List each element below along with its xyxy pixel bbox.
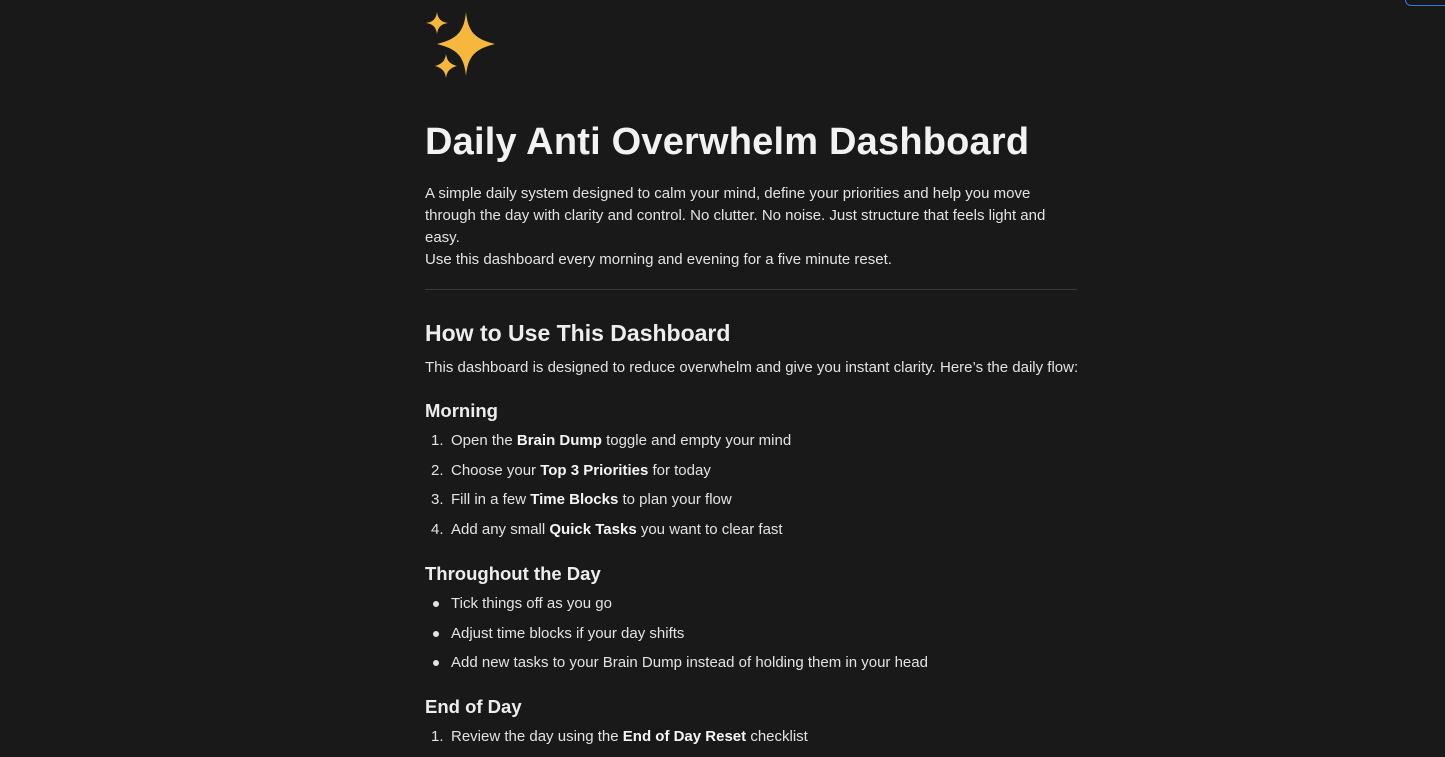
intro-paragraph: A simple daily system designed to calm your mind, define your priorities and help you move through the day with clarity and control. No clutter. No noise. Just structure that feels light and easy. (425, 185, 1046, 246)
item-bold: End of Day Reset (622, 728, 747, 745)
item-text: Add new tasks to your Brain Dump instead of holding them in your head (451, 654, 928, 671)
list-number: 1. (431, 728, 444, 745)
throughout-heading[interactable]: Throughout the Day (425, 563, 601, 584)
item-text: to plan your flow (618, 491, 732, 508)
list-item[interactable] (425, 430, 791, 460)
morning-heading[interactable]: Morning (425, 400, 498, 421)
list-number: 3. (431, 491, 444, 508)
item-text: you want to clear fast (636, 520, 783, 538)
list-number: 2. (431, 461, 444, 479)
throughout-list (425, 593, 928, 682)
list-item[interactable] (425, 593, 928, 623)
list-number: 4. (431, 520, 444, 538)
how-to-heading[interactable]: How to Use This Dashboard (425, 320, 731, 346)
morning-list (425, 430, 791, 548)
corner-tab[interactable] (1405, 0, 1445, 6)
item-bold: Top 3 Priorities (540, 461, 649, 479)
item-text: Review the day using the (451, 728, 623, 745)
bullet-icon (433, 631, 439, 637)
bullet-icon (433, 660, 439, 666)
how-to-lead[interactable]: This dashboard is designed to reduce overwhelm and give you instant clarity. Here’s the daily flow: (425, 359, 1079, 376)
item-bold: Quick Tasks (549, 520, 637, 538)
list-number: 1. (431, 432, 444, 449)
item-text: Add any small (451, 520, 550, 538)
list-item[interactable] (425, 489, 791, 519)
item-text: checklist (746, 728, 808, 745)
sparkles-icon[interactable] (425, 8, 499, 82)
intro-text[interactable] (425, 183, 1077, 271)
item-bold: Brain Dump (516, 432, 602, 449)
item-bold: Time Blocks (530, 491, 619, 508)
list-item[interactable] (425, 652, 928, 682)
end-of-day-heading[interactable]: End of Day (425, 696, 522, 717)
list-item[interactable] (425, 623, 928, 653)
item-text: Tick things off as you go (451, 595, 612, 612)
item-text: Open the (451, 432, 517, 449)
divider (425, 289, 1077, 290)
list-item[interactable] (425, 519, 791, 549)
item-text: Choose your (451, 461, 541, 479)
item-text: Adjust time blocks if your day shifts (451, 624, 685, 642)
item-text: toggle and empty your mind (601, 432, 792, 449)
item-text: Fill in a few (451, 491, 531, 508)
bullet-icon (433, 601, 439, 607)
item-text: for today (648, 461, 711, 479)
intro-paragraph: Use this dashboard every morning and evening for a five minute reset. (425, 251, 892, 268)
list-item[interactable] (425, 726, 808, 756)
end-of-day-list (425, 726, 808, 756)
page-title[interactable]: Daily Anti Overwhelm Dashboard (425, 121, 1030, 163)
list-item[interactable] (425, 460, 791, 490)
